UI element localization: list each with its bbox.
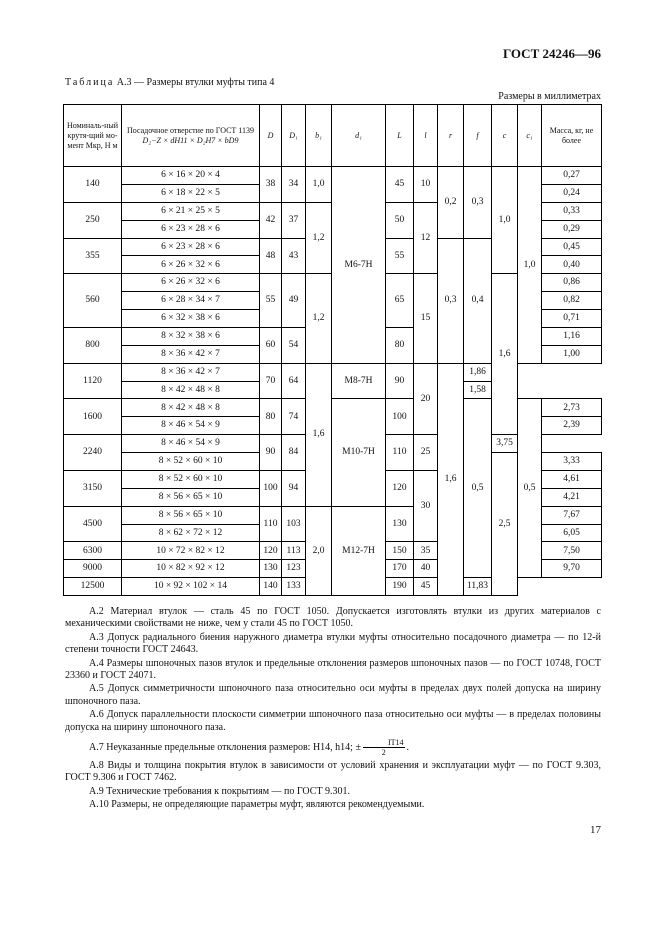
D-cell: 100	[260, 470, 282, 506]
mass-cell: 6,05	[542, 524, 602, 542]
r-cell: 0,3	[438, 238, 464, 363]
l-cell: 10	[414, 167, 438, 203]
torque-cell: 140	[64, 167, 122, 203]
fit-cell: 6 × 23 × 28 × 6	[122, 238, 260, 256]
mass-cell: 0,45	[542, 238, 602, 256]
mass-cell: 1,86	[464, 363, 492, 381]
b1-cell: 1,2	[306, 274, 332, 363]
units-note: Размеры в миллиметрах	[498, 91, 601, 102]
torque-cell: 3150	[64, 470, 122, 506]
fraction-denominator: 2	[381, 748, 386, 758]
mass-cell: 3,33	[542, 453, 602, 471]
fraction-numerator: IT14	[363, 738, 405, 748]
torque-cell: 1600	[64, 399, 122, 435]
mass-cell: 0,82	[542, 292, 602, 310]
f-cell: 0,3	[464, 167, 492, 239]
L-cell: 65	[386, 274, 414, 328]
mass-cell: 7,67	[542, 506, 602, 524]
mass-cell: 0,33	[542, 202, 602, 220]
fit-cell: 8 × 56 × 65 × 10	[122, 488, 260, 506]
D-cell: 130	[260, 560, 282, 578]
c-cell: 2,5	[492, 453, 518, 596]
fit-cell: 8 × 46 × 54 × 9	[122, 417, 260, 435]
header-torque: Номиналь-ный крутя-щий мо-мент Мкр, Н м	[64, 105, 122, 167]
torque-cell: 6300	[64, 542, 122, 560]
header-L: L	[386, 105, 414, 167]
it14-fraction	[363, 738, 405, 757]
standard-number: ГОСТ 24246—96	[502, 46, 601, 61]
c1-cell: 1,0	[518, 167, 542, 364]
header-c: c	[492, 105, 518, 167]
D1-cell: 74	[282, 399, 306, 435]
D-cell: 55	[260, 274, 282, 328]
header-r: r	[438, 105, 464, 167]
d1-cell: М6-7Н	[332, 167, 386, 364]
header-fit	[122, 105, 260, 167]
D1-cell: 64	[282, 363, 306, 399]
L-cell: 100	[386, 399, 414, 435]
D1-cell: 37	[282, 202, 306, 238]
L-cell: 50	[386, 202, 414, 238]
d1-cell: М8-7Н	[332, 363, 386, 399]
fit-cell: 6 × 28 × 34 × 7	[122, 292, 260, 310]
D1-cell: 123	[282, 560, 306, 578]
c-cell: 1,0	[492, 167, 518, 274]
D1-cell: 54	[282, 327, 306, 363]
D-cell: 140	[260, 578, 282, 596]
fit-cell: 8 × 42 × 48 × 8	[122, 381, 260, 399]
b1-cell: 1,6	[306, 363, 332, 506]
mass-cell: 1,16	[542, 327, 602, 345]
mass-cell: 0,40	[542, 256, 602, 274]
l-cell: 12	[414, 202, 438, 274]
L-cell: 120	[386, 470, 414, 506]
note-a7-end: .	[406, 741, 410, 753]
dimensions-table	[63, 104, 602, 596]
mass-cell: 4,61	[542, 470, 602, 488]
torque-cell: 250	[64, 202, 122, 238]
fit-cell: 8 × 36 × 42 × 7	[122, 345, 260, 363]
D1-cell: 133	[282, 578, 306, 596]
header-D: D	[260, 105, 282, 167]
mass-cell: 9,70	[542, 560, 602, 578]
D-cell: 42	[260, 202, 282, 238]
D-cell: 70	[260, 363, 282, 399]
note-a6: А.6 Допуск параллельности плоскости симметрии шпоночного паза относительно оси муфты — в пределах половины допуска на ширину шпоночного паза.	[65, 709, 601, 733]
page-number: 17	[590, 824, 601, 836]
header-c1: c₁	[518, 105, 542, 167]
fit-cell: 8 × 42 × 48 × 8	[122, 399, 260, 417]
header-l: l	[414, 105, 438, 167]
l-cell: 45	[414, 578, 438, 596]
D1-cell: 43	[282, 238, 306, 274]
fit-cell: 6 × 32 × 38 × 6	[122, 310, 260, 328]
D1-cell: 84	[282, 435, 306, 471]
L-cell: 170	[386, 560, 414, 578]
D1-cell: 34	[282, 167, 306, 203]
b1-cell: 2,0	[306, 506, 332, 595]
L-cell: 150	[386, 542, 414, 560]
D1-cell: 103	[282, 506, 306, 542]
fit-cell: 6 × 18 × 22 × 5	[122, 184, 260, 202]
mass-cell: 0,24	[542, 184, 602, 202]
L-cell: 90	[386, 363, 414, 399]
L-cell: 190	[386, 578, 414, 596]
D-cell: 48	[260, 238, 282, 274]
L-cell: 130	[386, 506, 414, 542]
b1-cell: 1,0	[306, 167, 332, 203]
fit-cell: 8 × 62 × 72 × 12	[122, 524, 260, 542]
fit-cell: 8 × 56 × 65 × 10	[122, 506, 260, 524]
mass-cell: 0,29	[542, 220, 602, 238]
l-cell: 35	[414, 542, 438, 560]
f-cell: 0,5	[518, 399, 542, 578]
note-a10: А.10 Размеры, не определяющие параметры муфт, являются рекомендуемыми.	[89, 799, 425, 811]
torque-cell: 2240	[64, 435, 122, 471]
torque-cell: 4500	[64, 506, 122, 542]
note-a8: А.8 Виды и толщина покрытия втулок в зависимости от условий хранения и эксплуатации муфт — по ГОСТ 9.303, ГОСТ 9.306 и ГОСТ 7462.	[65, 760, 601, 784]
L-cell: 55	[386, 238, 414, 274]
D-cell: 110	[260, 506, 282, 542]
mass-cell: 7,50	[542, 542, 602, 560]
note-a9: А.9 Технические требования к покрытиям — по ГОСТ 9.301.	[89, 785, 351, 797]
note-a5: А.5 Допуск симметричности шпоночного паза относительно оси муфты в пределах двух полей допуска на ширину шпоночного паза.	[65, 683, 601, 707]
mass-cell: 0,71	[542, 310, 602, 328]
f-cell: 0,4	[464, 238, 492, 363]
mass-cell: 4,21	[542, 488, 602, 506]
note-a7	[65, 738, 601, 757]
mass-cell: 0,86	[542, 274, 602, 292]
D-cell: 120	[260, 542, 282, 560]
D1-cell: 94	[282, 470, 306, 506]
fit-cell: 10 × 72 × 82 × 12	[122, 542, 260, 560]
mass-cell: 11,83	[464, 578, 492, 596]
mass-cell: 1,58	[464, 381, 492, 399]
fit-cell: 8 × 32 × 38 × 6	[122, 327, 260, 345]
D-cell: 90	[260, 435, 282, 471]
fit-cell: 6 × 21 × 25 × 5	[122, 202, 260, 220]
mass-cell: 0,27	[542, 167, 602, 185]
D-cell: 60	[260, 327, 282, 363]
l-cell: 40	[414, 560, 438, 578]
torque-cell: 800	[64, 327, 122, 363]
torque-cell: 12500	[64, 578, 122, 596]
header-fit-formula: D₂−Z × dH11 × D₂H7 × bD9	[142, 135, 239, 145]
r-cell: 0,2	[438, 167, 464, 239]
L-cell: 110	[386, 435, 414, 471]
header-d1: d₁	[332, 105, 386, 167]
table-caption	[65, 77, 274, 88]
mass-cell: 2,73	[542, 399, 602, 417]
caption-text: А.3 — Размеры втулки муфты типа 4	[116, 77, 275, 88]
D1-cell: 113	[282, 542, 306, 560]
header-mass: Масса, кг, не более	[542, 105, 602, 167]
header-D1: D₁	[282, 105, 306, 167]
l-cell: 30	[414, 470, 438, 542]
torque-cell: 560	[64, 274, 122, 328]
d1-cell: М12-7Н	[332, 506, 386, 595]
fit-cell: 6 × 16 × 20 × 4	[122, 167, 260, 185]
mass-cell: 2,39	[542, 417, 602, 435]
l-cell: 15	[414, 274, 438, 363]
mass-cell: 1,00	[542, 345, 602, 363]
D1-cell: 49	[282, 274, 306, 328]
caption-word: Таблица	[65, 77, 115, 88]
torque-cell: 9000	[64, 560, 122, 578]
b1-cell: 1,2	[306, 202, 332, 274]
header-fit-text: Посадочное отверстие по ГОСТ 1139	[126, 125, 255, 135]
fit-cell: 10 × 92 × 102 × 14	[122, 578, 260, 596]
fit-cell: 10 × 82 × 92 × 12	[122, 560, 260, 578]
fit-cell: 8 × 46 × 54 × 9	[122, 435, 260, 453]
notes-section	[65, 606, 601, 813]
header-b1: b₁	[306, 105, 332, 167]
note-a4: А.4 Размеры шпоночных пазов втулок и предельные отклонения размеров шпоночных пазов — по ГОСТ 10748, ГОСТ 23360 и ГОСТ 24071.	[65, 657, 601, 682]
torque-cell: 1120	[64, 363, 122, 399]
r-cell: 0,5	[464, 399, 492, 578]
header-f: f	[464, 105, 492, 167]
mass-cell: 3,75	[492, 435, 518, 453]
c1-cell: 1,6	[438, 363, 464, 595]
L-cell: 80	[386, 327, 414, 363]
torque-cell: 355	[64, 238, 122, 274]
l-cell: 25	[414, 435, 438, 471]
note-a7-text: А.7 Неуказанные предельные отклонения размеров: Н14, h14; ±	[89, 741, 361, 753]
fit-cell: 8 × 52 × 60 × 10	[122, 453, 260, 471]
fit-cell: 6 × 23 × 28 × 6	[122, 220, 260, 238]
d1-cell: М10-7Н	[332, 399, 386, 506]
D-cell: 80	[260, 399, 282, 435]
D-cell: 38	[260, 167, 282, 203]
l-cell: 20	[414, 363, 438, 435]
L-cell: 45	[386, 167, 414, 203]
fit-cell: 6 × 26 × 32 × 6	[122, 274, 260, 292]
c-cell: 1,6	[492, 274, 518, 435]
note-a2: А.2 Материал втулок — сталь 45 по ГОСТ 1050. Допускается изготовлять втулки из других материалов с механическими свойствами не ниже, чем у стали 45 по ГОСТ 1050.	[65, 606, 601, 630]
fit-cell: 6 × 26 × 32 × 6	[122, 256, 260, 274]
fit-cell: 8 × 36 × 42 × 7	[122, 363, 260, 381]
note-a3: А.3 Допуск радиального биения наружного диаметра втулки муфты относительно посадочного диаметра — по 12-й степени точности ГОСТ 24643.	[65, 631, 601, 656]
fit-cell: 8 × 52 × 60 × 10	[122, 470, 260, 488]
